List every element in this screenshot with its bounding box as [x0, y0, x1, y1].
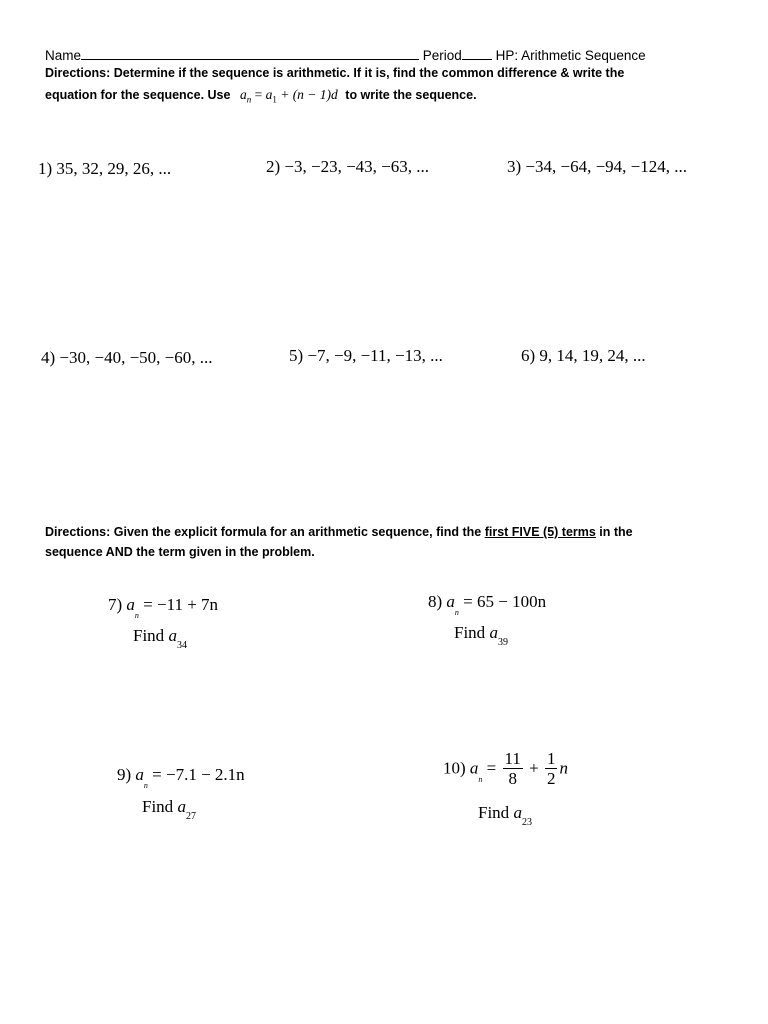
- problem-8-find: Find $a_{39}$: [454, 623, 508, 649]
- problem-number: 8): [428, 592, 443, 611]
- problem-number: 3): [507, 157, 522, 176]
- directions-2-line-2: sequence AND the term given in the problem.: [45, 545, 315, 559]
- directions-1-text-b: to write the sequence.: [345, 88, 477, 102]
- directions-2-line-1: Directions: Given the explicit formula for an arithmetic sequence, find the first FIVE (5) terms in the: [45, 525, 633, 539]
- problem-2: [266, 157, 429, 177]
- sequence-text: −7, −9, −11, −13, ...: [307, 346, 443, 365]
- fraction-one-half: $\frac{1}{2}$: [546, 749, 556, 788]
- problem-number: 5): [289, 346, 304, 365]
- problem-number: 9): [117, 765, 132, 784]
- period-label: Period: [422, 48, 462, 63]
- sequence-text: −30, −40, −50, −60, ...: [59, 348, 213, 367]
- problem-8-formula: 8) $a_n = 65 - 100n$: [428, 592, 547, 618]
- sequence-text: −34, −64, −94, −124, ...: [525, 157, 688, 176]
- fraction-eleven-eighths: $\frac{11}{8}$: [504, 749, 521, 788]
- problem-9-find: Find $a_{27}$: [142, 797, 196, 823]
- problem-4: [41, 348, 213, 368]
- directions-1-line-1: Directions: Determine if the sequence is arithmetic. If it is, find the common difference & write the: [45, 66, 625, 80]
- first-five-terms-emphasis: first FIVE (5) terms: [484, 525, 596, 539]
- problem-number: 4): [41, 348, 56, 367]
- problem-number: 1): [38, 159, 53, 178]
- name-label: Name: [45, 48, 82, 63]
- header-line: [45, 47, 646, 63]
- problem-7-formula: 7) $a_n = -11 + 7n$: [108, 595, 219, 621]
- problem-10-formula: 10) $a_n$ = $\frac{11}{8}$ + $\frac{1}{2}$ n: [443, 749, 568, 788]
- name-blank[interactable]: [81, 47, 419, 60]
- problem-3: [507, 157, 687, 177]
- problem-9-formula: 9) $a_n = -7.1 - 2.1n$: [117, 765, 245, 791]
- sequence-text: −3, −23, −43, −63, ...: [284, 157, 430, 176]
- general-formula: $a_n = a_1 + (n - 1)d$: [239, 87, 338, 105]
- problem-10-find: Find $a_{23}$: [478, 803, 532, 829]
- problem-6: [521, 346, 646, 366]
- problem-number: 10): [443, 758, 466, 778]
- problem-1: [38, 159, 171, 179]
- problem-7-find: Find $a_{34}$: [133, 626, 187, 652]
- sequence-text: 35, 32, 29, 26, ...: [56, 159, 172, 178]
- directions-1-line-2: [45, 87, 477, 105]
- problem-number: 6): [521, 346, 536, 365]
- problem-5: [289, 346, 443, 366]
- problem-number: 2): [266, 157, 281, 176]
- sequence-text: 9, 14, 19, 24, ...: [539, 346, 646, 365]
- problem-number: 7): [108, 595, 123, 614]
- period-blank[interactable]: [462, 47, 492, 60]
- directions-1-text-a: equation for the sequence. Use: [45, 88, 231, 102]
- worksheet-title: HP: Arithmetic Sequence: [495, 48, 646, 63]
